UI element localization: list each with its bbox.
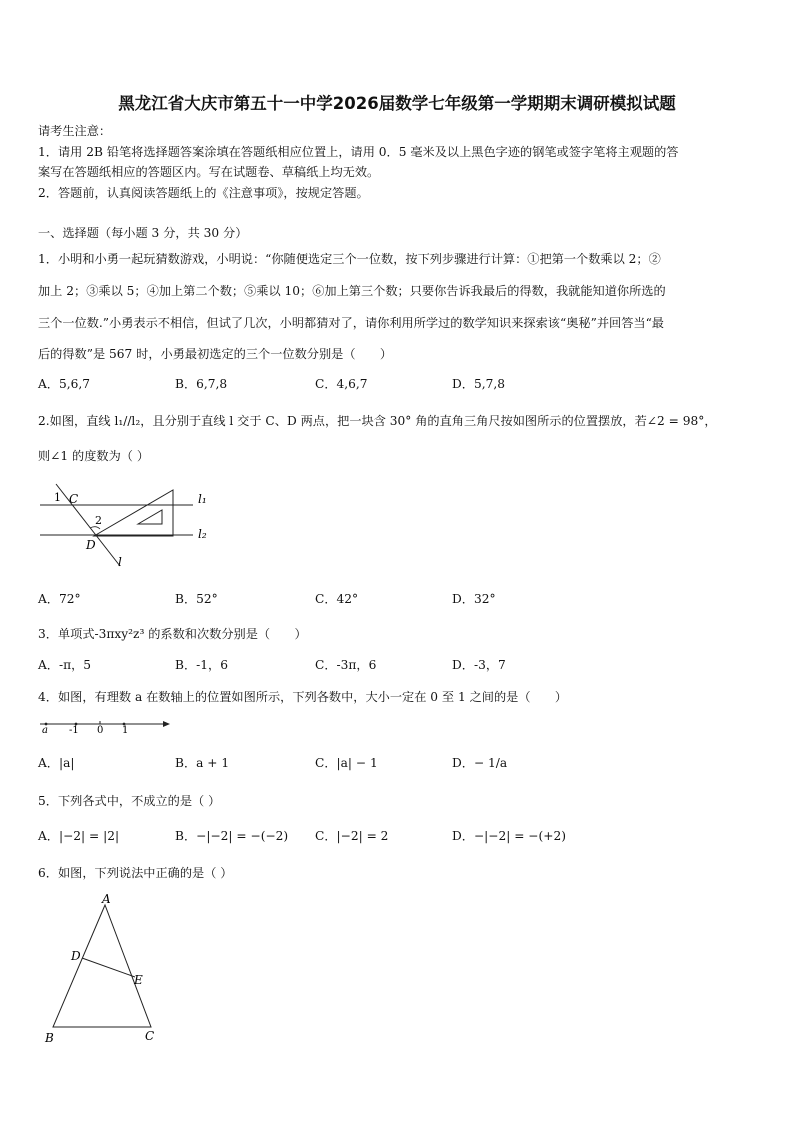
q1-option-b: B．6,7,8 [175,377,228,391]
q2-option-d: D．32° [452,592,496,606]
notice-heading: 请考生注意： [38,124,112,138]
q4-option-c: C．|a| − 1 [315,756,378,770]
label-b: B [45,1031,54,1045]
q4-line-1: 4．如图，有理数 a 在数轴上的位置如图所示，下列各数中，大小一定在 0 至 1 之间的是（ ） [38,690,568,704]
q2-line-2: 则∠1 的度数为（ ） [38,449,150,463]
q6-line-1: 6．如图，下列说法中正确的是（ ） [38,866,233,880]
q3-option-d: D．-3，7 [452,658,506,672]
triangle-abc [53,905,151,1027]
q6-figure [38,890,168,1050]
label-l1: l₁ [198,492,207,506]
label-a: a [42,725,48,736]
page-title: 黑龙江省大庆市第五十一中学2026届数学七年级第一学期期末调研模拟试题 [118,94,676,113]
q4-option-a: A．|a| [38,756,75,770]
q3-option-b: B．-1，6 [175,658,228,672]
segment-de [82,958,135,977]
label-a: A [102,892,111,906]
q3-line-1: 3．单项式-3πxy²z³ 的系数和次数分别是（ ） [38,627,307,641]
notice-item-1-line-1: 1．请用 2B 铅笔将选择题答案涂填在答题纸相应位置上，请用 0．5 毫米及以上黑色字迹的钢笔或签字笔将主观题的答 [38,145,679,159]
angle-2-arc [90,527,100,529]
label-c: C [69,492,79,506]
q2-line-1: 2.如图，直线 l₁//l₂，且分别于直线 l 交于 C、D 两点，把一块含 30° 角的直角三角尺按如图所示的位置摆放，若∠2 = 98°， [38,414,717,428]
label-minus-1: -1 [69,725,79,736]
line-l [56,484,120,566]
section-heading: 一、选择题（每小题 3 分，共 30 分） [38,226,248,240]
q1-line-3: 三个一位数.”小勇表示不相信，但试了几次，小明都猜对了，请你利用所学过的数学知识来探索该“奥秘”并回答当“最 [38,316,664,330]
q5-line-1: 5．下列各式中，不成立的是（ ） [38,794,221,808]
label-d: D [86,538,96,552]
label-l2: l₂ [198,527,207,541]
label-c: C [145,1029,155,1043]
q1-option-a: A．5,6,7 [38,377,90,391]
q1-option-c: C．4,6,7 [315,377,368,391]
notice-item-1-line-2: 案写在答题纸相应的答题区内。写在试题卷、草稿纸上均无效。 [38,165,380,179]
label-1: 1 [54,491,61,504]
label-d: D [71,949,81,963]
q3-option-c: C．-3π，6 [315,658,377,672]
triangle-ruler-inner [138,510,162,524]
q5-option-b: B．−|−2| = −(−2) [175,829,289,843]
q5-option-d: D．−|−2| = −(+2) [452,829,566,843]
q2-option-c: C．42° [315,592,359,606]
q3-option-a: A．-π，5 [38,658,92,672]
q4-option-d: D．− 1/a [452,756,508,770]
label-2: 2 [95,514,102,527]
number-line [38,712,173,736]
label-one: 1 [122,725,129,736]
triangle-ruler-outer [94,490,173,536]
label-l: l [118,555,122,569]
q5-option-c: C．|−2| = 2 [315,829,389,843]
q1-option-d: D．5,7,8 [452,377,505,391]
q2-figure [38,478,218,573]
q1-line-4: 后的得数”是 567 时，小勇最初选定的三个一位数分别是（ ） [38,347,393,361]
label-e: E [134,973,143,987]
q2-option-a: A．72° [38,592,81,606]
notice-item-2: 2．答题前，认真阅读答题纸上的《注意事项》，按规定答题。 [38,186,369,200]
q5-option-a: A．|−2| = |2| [38,829,120,843]
q2-option-b: B．52° [175,592,218,606]
q4-option-b: B．a + 1 [175,756,230,770]
q1-line-2: 加上 2；③乘以 5；④加上第二个数；⑤乘以 10；⑥加上第三个数；只要你告诉我最后的得数，我就能知道你所选的 [38,284,666,298]
q1-line-1: 1．小明和小勇一起玩猜数游戏，小明说：“你随便选定三个一位数，按下列步骤进行计算：①把第一个数乘以 2；② [38,252,661,266]
label-0: 0 [97,725,104,736]
axis-arrow [163,721,170,727]
